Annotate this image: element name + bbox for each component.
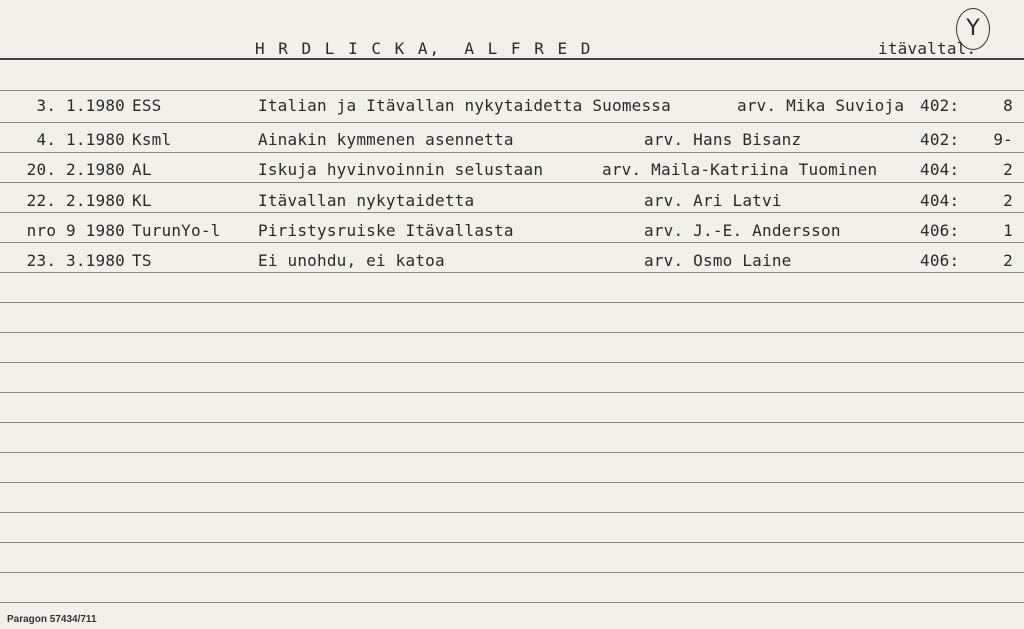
entry-code: 406: <box>920 221 960 240</box>
ruled-line <box>0 332 1024 333</box>
entry-code: 406: <box>920 251 960 270</box>
entry-reviewer: arv. Maila-Katriina Tuominen <box>602 160 878 179</box>
entry-title: Piristysruiske Itävallasta <box>258 221 514 240</box>
entry-source: TS <box>132 251 152 270</box>
ruled-line <box>0 122 1024 123</box>
entry-source: AL <box>132 160 152 179</box>
entry-title: Itävallan nykytaidetta <box>258 191 475 210</box>
entry-reviewer: arv. Ari Latvi <box>644 191 782 210</box>
entry-date: 23. 3.1980 <box>26 251 125 270</box>
entry-source: KL <box>132 191 152 210</box>
ruled-line <box>0 542 1024 543</box>
entry-reviewer: arv. Osmo Laine <box>644 251 792 270</box>
ruled-line <box>0 452 1024 453</box>
entry-number: 1 <box>1003 221 1013 240</box>
entry-number: 2 <box>1003 251 1013 270</box>
printer-mark: Paragon 57434/711 <box>7 614 97 625</box>
ruled-line <box>0 302 1024 303</box>
entry-source: ESS <box>132 96 162 115</box>
entry-number: 2 <box>1003 191 1013 210</box>
entry-title: Italian ja Itävallan nykytaidetta Suomessa <box>258 96 671 115</box>
entry-code: 404: <box>920 160 960 179</box>
ruled-line <box>0 422 1024 423</box>
letter-stamp: Y <box>956 8 990 50</box>
entry-number: 9- <box>993 130 1013 149</box>
entry-date: 20. 2.1980 <box>26 160 125 179</box>
ruled-line <box>0 512 1024 513</box>
header-rule <box>0 58 1024 60</box>
ruled-line <box>0 212 1024 213</box>
ruled-line <box>0 392 1024 393</box>
ruled-line <box>0 572 1024 573</box>
entry-reviewer: arv. J.-E. Andersson <box>644 221 841 240</box>
entry-title: Ei unohdu, ei katoa <box>258 251 445 270</box>
entry-date: 22. 2.1980 <box>26 191 125 210</box>
entry-number: 8 <box>1003 96 1013 115</box>
entry-reviewer: arv. Mika Suvioja <box>737 96 905 115</box>
ruled-line <box>0 482 1024 483</box>
entry-date: nro 9 1980 <box>26 221 125 240</box>
nationality-label: itävaltal. <box>878 39 977 58</box>
ruled-line <box>0 152 1024 153</box>
ruled-line <box>0 602 1024 603</box>
ruled-line <box>0 182 1024 183</box>
entry-date: 3. 1.1980 <box>36 96 125 115</box>
entry-date: 4. 1.1980 <box>36 130 125 149</box>
artist-name: H R D L I C K A, A L F R E D <box>255 39 593 58</box>
entry-code: 402: <box>920 130 960 149</box>
entry-reviewer: arv. Hans Bisanz <box>644 130 802 149</box>
ruled-line <box>0 362 1024 363</box>
ruled-line <box>0 272 1024 273</box>
entry-source: Ksml <box>132 130 172 149</box>
ruled-line <box>0 242 1024 243</box>
entry-source: TurunYo-l <box>132 221 221 240</box>
entry-title: Ainakin kymmenen asennetta <box>258 130 514 149</box>
entry-title: Iskuja hyvinvoinnin selustaan <box>258 160 544 179</box>
entry-code: 402: <box>920 96 960 115</box>
ruled-line <box>0 90 1024 91</box>
entry-number: 2 <box>1003 160 1013 179</box>
entry-code: 404: <box>920 191 960 210</box>
